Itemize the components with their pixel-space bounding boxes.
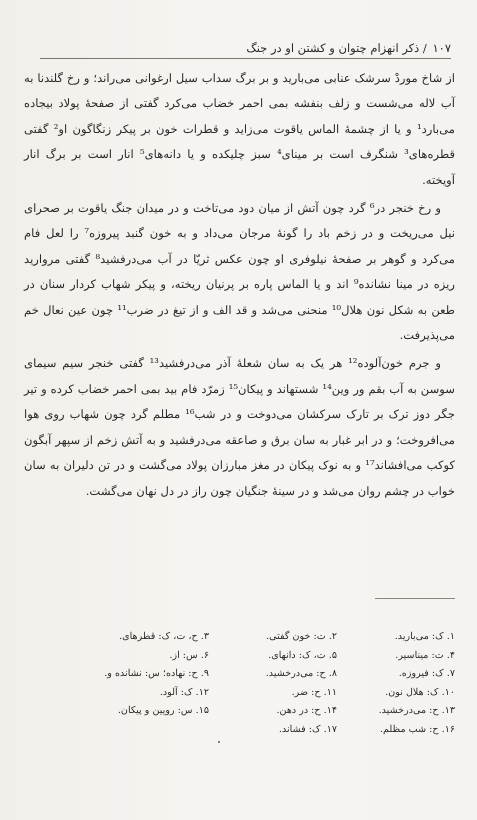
footnote-10: ۱۰. ک: هلال نون. (385, 686, 455, 698)
paragraph-2: و رخ خنجر در⁶ گرد چون آتش از میان دود می‌تاخت و در میدان جنگ یاقوت بر صحرای نیل می‌ریخت و در زخم باد را گونهٔ مرجان می‌داد و به خون گنبد پیروزه⁷ را لعل فام می‌کرد و گوهر بر صفحهٔ نیلوفری او چون عکس ثریّا در آب می‌درفشید⁸ گفتی مروارید ریزه در مینا نشانده⁹ اند و یا الماس پاره بر پرنیان ریخته، و پیکر شهاب کردار سنان در طعن به شکل نون هلال¹⁰ منحنی می‌شد و قد الف و از تیغ در ضرب¹¹ چون عین نعال خم می‌پذیرفت. (24, 201, 455, 343)
footnote-17: ۱۷. ک: فشاند. (278, 723, 337, 735)
footnote-16: ۱۶. ح: شب مظلم. (379, 723, 455, 735)
footnote-6: ۶. س: از. (169, 649, 209, 661)
paragraph-3: و جرم خون‌آلوده¹² هر یک به سان شعلهٔ آذر می‌درفشید¹³ گفتی خنجر سیم سیمای سوسن به آب بقم ور وین¹⁴ شستهاند و پیکان¹⁵ زمرّد فام بید بمی احمر خضاب کرده و تیر جگر دوز ترک بر تارک سرکشان می‌دوخت و در شب¹⁶ مطلم گرد چون شهاب روی هوا می‌افروخت؛ و در ابر غبار به سان برق و صاعقه می‌درفشید و به آتش زخم از سپهر آبگون کوکب می‌افشاند¹⁷ و به نوک پیکان در مغز مبارزان پولاد می‌گشت و در تن دلیران به سان خواب در چشم روان می‌شد و در سینهٔ جنگیان چون راز در دل نهان می‌گشت. (24, 356, 456, 498)
main-text (24, 66, 455, 507)
footnote-3: ۳. ح، ت، ک: قطرهای. (119, 631, 209, 642)
footnote-11: ۱۱. ح: ضر. (291, 686, 337, 698)
footnote-7: ۷. ک: فیروزه. (398, 668, 455, 680)
footnote-2: ۲. ت: خون گفتی. (266, 631, 337, 642)
footnote-12: ۱۲. ک: آلود. (159, 686, 209, 698)
print-speck (218, 741, 220, 743)
footnotes (75, 629, 455, 739)
footnote-5: ۵. ت، ک: دانهای. (268, 649, 337, 661)
running-header (40, 40, 451, 59)
chapter-title: / ذکر انهزام چتوان و کشتن او در جنگ (246, 41, 427, 55)
footnote-14: ۱۴. ح: در دهن. (276, 705, 337, 717)
footnote-1: ۱. ک: می‌بارید. (394, 631, 455, 642)
footnote-empty (75, 722, 209, 739)
footnote-4: ۴. ت: میناسیر. (395, 649, 455, 661)
footnote-13: ۱۳. ح: می‌درخشید. (378, 705, 455, 717)
paragraph-1: از شاخ موردْ سرشک عنابی می‌بارید و بر برگ سداب سیل ارغوانی می‌راند؛ و رخ گلندنا به آب لاله می‌شست و زلف بنفشه بمی احمر خضاب می‌کرد گفتی از صفحهٔ پولاد بیجاده می‌بارد¹ و یا از چشمهٔ الماس یاقوت می‌زاید و قطرات خون بر پیکر زنگاگون او² گفتی قطره‌های³ شنگرف است بر مینای⁴ سبز چلیکده و یا دانه‌های⁵ انار است بر برگ انار آویخته. (24, 71, 456, 187)
page-number: ۱۰۷ (432, 41, 451, 55)
footnote-8: ۸. ح: می‌درخشید. (265, 668, 337, 680)
footnote-15: ۱۵. س: رویین و پیکان. (117, 705, 209, 717)
footnote-9: ۹. ح: نهاده؛ س: نشانده و. (104, 668, 209, 680)
footnote-separator (375, 598, 455, 599)
